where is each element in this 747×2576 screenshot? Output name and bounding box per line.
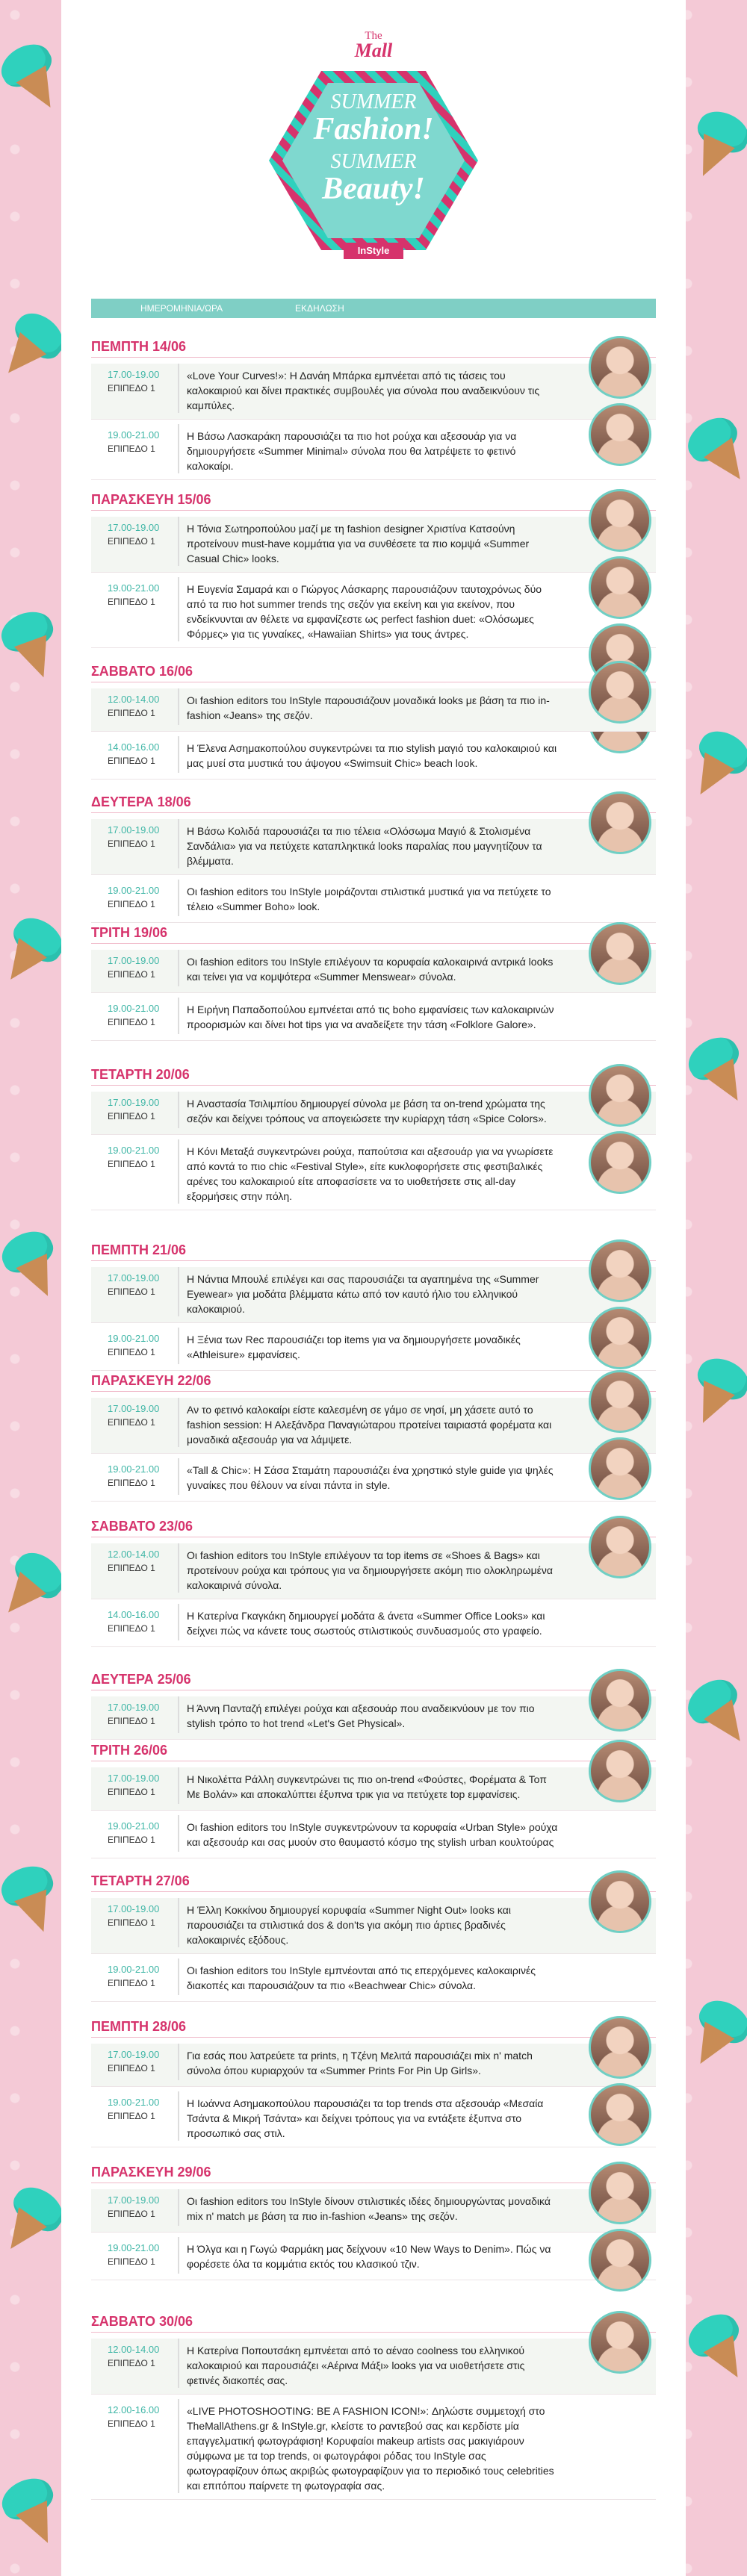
entry-time: 17.00-19.00: [108, 522, 160, 533]
presenter-photos: [589, 1239, 656, 1374]
day-section: [91, 1370, 656, 1506]
entry-description: Η Άννη Πανταζή επιλέγει ρούχα και αξεσουάρ που αναδεικνύουν με τον πιο stylish τρόπο το hot trend «Let's Get Physical».: [178, 1696, 559, 1733]
ice-cream-icon: [679, 1351, 747, 1434]
day-title: ΠΑΡΑΣΚΕΥΗ 15/06: [91, 492, 211, 507]
schedule-entry: [91, 819, 656, 875]
schedule-entry: [91, 1328, 656, 1371]
entry-time-block: [91, 2237, 178, 2274]
logo-mall: Mall: [354, 40, 393, 61]
entry-time-block: [91, 2091, 178, 2141]
presenter-avatar: [589, 1669, 651, 1732]
schedule-entry: [91, 2339, 656, 2395]
entry-level: ΕΠΙΠΕΔΟ 1: [108, 383, 155, 393]
presenter-avatar: [589, 1064, 651, 1127]
presenter-avatar: [589, 661, 651, 724]
presenter-avatar: [589, 1516, 651, 1578]
schedule-entry: [91, 950, 656, 993]
schedule-entry: [91, 998, 656, 1041]
presenter-avatar: [589, 489, 651, 552]
schedule-entry: [91, 424, 656, 480]
divider: [91, 1891, 656, 1892]
entry-description: Οι fashion editors του InStyle επιλέγουν τα κορυφαία καλοκαιρινά αντρικά looks και τείνει για να κομψότερα «Summer Menswear» σύνολα.: [178, 950, 559, 986]
presenter-photos: [589, 1669, 656, 1736]
entry-time-block: [91, 1139, 178, 1204]
day-section: [91, 1064, 656, 1215]
presenter-photos: [589, 1064, 656, 1198]
entry-description: Οι fashion editors του InStyle μοιράζονται στιλιστικά μυστικά για να πετύχετε το τέλειο «Summer Boho» look.: [178, 880, 559, 916]
day-title: ΠΑΡΑΣΚΕΥΗ 22/06: [91, 1373, 211, 1388]
entry-level: ΕΠΙΠΕΔΟ 1: [108, 2418, 155, 2429]
entry-time-block: [91, 1458, 178, 1495]
schedule-entry: [91, 1696, 656, 1740]
presenter-photos: [589, 1740, 656, 1807]
ice-cream-icon: [0, 2179, 70, 2264]
schedule-entry: [91, 2399, 656, 2500]
entry-level: ΕΠΙΠΕΔΟ 1: [108, 969, 155, 980]
ice-cream-icon: [681, 1030, 747, 1114]
divider: [91, 943, 656, 944]
entry-description: Η Έλλη Κοκκίνου δημιουργεί κορυφαία «Summer Night Out» looks και παρουσιάζει τα στιλιστικά dos & don'ts για ακόμη πιο άρτιες βραδινές καλοκαιρινές εξόδους.: [178, 1898, 559, 1947]
entry-description: Οι fashion editors του InStyle επιλέγουν τα top items σε «Shoes & Bags» και προτείνουν ρούχα και τρόπους για να δημιουργήσετε ακόμη πιο ολοκληρωμένα καλοκαιρινά σύνολα.: [178, 1543, 559, 1593]
day-section: [91, 1669, 656, 1744]
entry-time-block: [91, 1898, 178, 1947]
entry-time-block: [91, 1328, 178, 1364]
entry-time: 19.00-21.00: [108, 1463, 160, 1475]
schedule-entry: [91, 2044, 656, 2087]
ice-cream-icon: [678, 724, 747, 808]
entry-level: ΕΠΙΠΕΔΟ 1: [108, 1478, 155, 1488]
entry-level: ΕΠΙΠΕΔΟ 1: [108, 2358, 155, 2368]
entry-time-block: [91, 1696, 178, 1733]
day-section: [91, 336, 656, 485]
entry-time-block: [91, 736, 178, 773]
header: [61, 0, 686, 284]
entry-time: 19.00-21.00: [108, 1145, 160, 1156]
presenter-avatar: [589, 1239, 651, 1302]
entry-time: 17.00-19.00: [108, 1272, 160, 1284]
badge-line-1: SUMMER: [330, 90, 417, 113]
day-title: ΣΑΒΒΑΤΟ 23/06: [91, 1519, 193, 1534]
summer-badge: [269, 71, 478, 250]
divider: [91, 510, 656, 511]
entry-time: 12.00-14.00: [108, 694, 160, 705]
entry-time: 19.00-21.00: [108, 429, 160, 441]
instyle-logo: InStyle: [344, 243, 403, 259]
presenter-photos: [589, 2311, 656, 2378]
entry-level: ΕΠΙΠΕΔΟ 1: [108, 597, 155, 607]
entry-time-block: [91, 1604, 178, 1640]
entry-level: ΕΠΙΠΕΔΟ 1: [108, 1563, 155, 1573]
entry-time: 12.00-14.00: [108, 2344, 160, 2355]
schedule-entry: [91, 1267, 656, 1323]
schedule-entry: [91, 1604, 656, 1647]
entry-time-block: [91, 1543, 178, 1593]
entry-level: ΕΠΙΠΕΔΟ 1: [108, 1978, 155, 1988]
entry-time: 19.00-21.00: [108, 2242, 160, 2253]
entry-time-block: [91, 950, 178, 986]
presenter-photos: [589, 336, 656, 470]
entry-level: ΕΠΙΠΕΔΟ 1: [108, 708, 155, 718]
entry-description: Η Κόνι Μεταξά συγκεντρώνει ρούχα, παπούτσια και αξεσουάρ για να γνωρίσετε από κοντά το πιο chic «Festival Style», είτε κυκλοφορήσετε στις φεστιβαλικές αρένες του καλοκαιριού είτε αποφασίσετε να το υιοθετήσετε στις all-day εξορμήσεις στην πόλη.: [178, 1139, 559, 1204]
entry-level: ΕΠΙΠΕΔΟ 1: [108, 2256, 155, 2267]
divider: [91, 2037, 656, 2038]
schedule-entry: [91, 880, 656, 923]
entry-level: ΕΠΙΠΕΔΟ 1: [108, 1347, 155, 1357]
entry-description: Η Νικολέττα Ράλλη συγκεντρώνει τις πιο on-trend «Φούστες, Φορέματα & Τοπ Με Βολάν» και αποκαλύπτει έξυπνα τρικ για να πετύχετε top εμφανίσεις.: [178, 1767, 559, 1804]
entry-time-block: [91, 1815, 178, 1852]
presenter-photos: [589, 1516, 656, 1583]
day-title: ΣΑΒΒΑΤΟ 30/06: [91, 2314, 193, 2329]
entry-level: ΕΠΙΠΕΔΟ 1: [108, 1159, 155, 1169]
entry-description: Η Ειρήνη Παπαδοπούλου εμπνέεται από τις boho εμφανίσεις των καλοκαιρινών προορισμών και δίνει hot tips για να αναδείξετε την τάση «Folklore Galore».: [178, 998, 559, 1034]
entry-time: 17.00-19.00: [108, 2049, 160, 2060]
schedule-entry: [91, 517, 656, 573]
presenter-avatar: [589, 403, 651, 466]
schedule-entry: [91, 364, 656, 420]
entry-time: 17.00-19.00: [108, 2194, 160, 2206]
presenter-photos: [589, 922, 656, 989]
entry-description: Η Βάσω Κολιδά παρουσιάζει τα πιο τέλεια «Ολόσωμα Μαγιό & Στολισμένα Σανδάλια» για να πετύχετε καταπληκτικά looks παραλίας που μαγνητίζουν τα βλέμματα.: [178, 819, 559, 868]
entry-time: 19.00-21.00: [108, 1964, 160, 1975]
presenter-avatar: [589, 2311, 651, 2374]
presenter-avatar: [589, 1740, 651, 1802]
presenter-photos: [589, 1370, 656, 1505]
presenter-avatar: [589, 2162, 651, 2224]
day-section: [91, 1870, 656, 2006]
entry-level: ΕΠΙΠΕΔΟ 1: [108, 1417, 155, 1428]
entry-time: 19.00-21.00: [108, 1820, 160, 1832]
day-title: ΔΕΥΤΕΡΑ 25/06: [91, 1672, 191, 1687]
divider: [91, 1085, 656, 1086]
entry-level: ΕΠΙΠΕΔΟ 1: [108, 536, 155, 547]
entry-level: ΕΠΙΠΕΔΟ 1: [108, 839, 155, 849]
entry-time: 19.00-21.00: [108, 1003, 160, 1014]
entry-level: ΕΠΙΠΕΔΟ 1: [108, 1917, 155, 1928]
entry-description: Η Ιωάννα Ασημακοπούλου παρουσιάζει τα top trends στα αξεσουάρ «Μεσαία Τσάντα & Μικρή Τσάντα» και δείχνει τρόπους για να εντάξετε έξυπνα στο προσωπικό σας στιλ.: [178, 2091, 559, 2141]
entry-time-block: [91, 2339, 178, 2388]
day-title: ΠΕΜΠΤΗ 21/06: [91, 1242, 187, 1257]
entry-time-block: [91, 1959, 178, 1995]
entry-level: ΕΠΙΠΕΔΟ 1: [108, 1787, 155, 1797]
day-section: [91, 489, 656, 653]
divider: [91, 357, 656, 358]
schedule-card: [61, 0, 686, 2576]
ice-cream-icon: [0, 606, 68, 687]
schedule-entry: [91, 1139, 656, 1210]
presenter-photos: [589, 1870, 656, 1938]
entry-time-block: [91, 577, 178, 641]
column-header: [91, 299, 656, 318]
entry-description: «LIVE PHOTOSHOOTING: BE A FASHION ICON!»: Δηλώστε συμμετοχή στο TheMallAthens.gr & InStyle.gr, κλείστε το ραντεβού σας και κερδίστε μία επαγγελματική φωτογράφιση! Κορυφαίοι makeup artists σας μακιγιάρουν σύμφωνα με τα top trends, οι φωτογράφοι ρόδας του InStyle σας φωτογραφίζουν όπως ακριβώς φωτογραφίζουν για το περιοδικό τους celebrities και επιτόπου παίρνετε τη φωτογραφία σας.: [178, 2399, 559, 2493]
entry-time: 12.00-16.00: [108, 2404, 160, 2415]
entry-description: Για εσάς που λατρεύετε τα prints, η Τζένη Μελιτά παρουσιάζει mix n' match σύνολα όπου κυριαρχούν τα «Summer Prints For Pin Up Girls».: [178, 2044, 559, 2080]
entry-time: 17.00-19.00: [108, 1773, 160, 1784]
badge-line-2: Fashion!: [313, 112, 434, 146]
presenter-avatar: [589, 336, 651, 399]
schedule-entry: [91, 1767, 656, 1811]
entry-time-block: [91, 2189, 178, 2226]
logo-the: The: [365, 30, 382, 42]
entry-description: Η Αναστασία Τσιλιμπίου δημιουργεί σύνολα με βάση τα on-trend χρώματα της σεζόν και δείχνει τρόπους να απογειώσετε την κυρίαρχη τάση «Spice Colors».: [178, 1092, 559, 1128]
entry-time: 17.00-19.00: [108, 1702, 160, 1713]
presenter-avatar: [589, 922, 651, 985]
entry-time-block: [91, 688, 178, 725]
schedule-entry: [91, 688, 656, 732]
entry-level: ΕΠΙΠΕΔΟ 1: [108, 1111, 155, 1121]
entry-description: Οι fashion editors του InStyle εμπνέονται από τις επερχόμενες καλοκαιρινές διακοπές και παρουσιάζουν τα πιο «Beachwear Chic» σύνολα.: [178, 1959, 559, 1995]
entry-time-block: [91, 880, 178, 916]
day-section: [91, 922, 656, 1045]
schedule-entry: [91, 2189, 656, 2233]
entry-level: ΕΠΙΠΕΔΟ 1: [108, 899, 155, 909]
day-title: ΠΑΡΑΣΚΕΥΗ 29/06: [91, 2165, 211, 2180]
entry-level: ΕΠΙΠΕΔΟ 1: [108, 1287, 155, 1297]
day-section: [91, 2016, 656, 2152]
entry-description: Η Έλενα Ασημακοπούλου συγκεντρώνει τα πιο stylish μαγιό του καλοκαιριού και μας μυεί στα μυστικά του άψογου «Swimsuit Chic» beach look.: [178, 736, 559, 773]
entry-time: 17.00-19.00: [108, 1903, 160, 1914]
entry-time: 19.00-21.00: [108, 2097, 160, 2108]
entry-description: Οι fashion editors του InStyle δίνουν στιλιστικές ιδέες δημιουργώντας μοναδικά mix n' match με βάση τα πιο in-fashion «Jeans» της σεζόν.: [178, 2189, 559, 2226]
day-title: ΠΕΜΠΤΗ 28/06: [91, 2019, 187, 2034]
entry-time: 17.00-19.00: [108, 955, 160, 966]
entry-time-block: [91, 1398, 178, 1447]
day-section: [91, 661, 656, 784]
entry-time: 17.00-19.00: [108, 1403, 160, 1414]
ice-cream-icon: [681, 2306, 747, 2391]
ice-cream-icon: [679, 104, 747, 187]
presenter-photos: [589, 2162, 656, 2296]
entry-level: ΕΠΙΠΕΔΟ 1: [108, 2209, 155, 2219]
day-title: ΠΕΜΠΤΗ 14/06: [91, 339, 187, 354]
entry-time: 17.00-19.00: [108, 369, 160, 380]
day-title: ΣΑΒΒΑΤΟ 16/06: [91, 664, 193, 679]
schedule-entry: [91, 1398, 656, 1454]
presenter-avatar: [589, 556, 651, 619]
entry-level: ΕΠΙΠΕΔΟ 1: [108, 2063, 155, 2073]
entry-time: 19.00-21.00: [108, 885, 160, 896]
schedule-entry: [91, 1543, 656, 1599]
presenter-avatar: [589, 1307, 651, 1369]
schedule-entry: [91, 1898, 656, 1954]
day-section: [91, 1740, 656, 1863]
entry-time-block: [91, 2044, 178, 2080]
ice-cream-icon: [681, 1671, 747, 1756]
badge-line-4: Beauty!: [322, 172, 425, 206]
schedule-entry: [91, 1092, 656, 1135]
entry-description: Οι fashion editors του InStyle παρουσιάζουν μοναδικά looks με βάση τα πιο in-fashion «Jeans» της σεζόν.: [178, 688, 559, 725]
day-title: ΔΕΥΤΕΡΑ 18/06: [91, 794, 191, 809]
entry-level: ΕΠΙΠΕΔΟ 1: [108, 2111, 155, 2121]
entry-level: ΕΠΙΠΕΔΟ 1: [108, 756, 155, 766]
entry-description: Αν το φετινό καλοκαίρι είστε καλεσμένη σε γάμο σε νησί, μη χάσετε αυτό το fashion session: Η Αλεξάνδρα Παναγιώταρου προτείνει ταιριαστά φορέματα και μοναδικά αξεσουάρ για να λάμψετε.: [178, 1398, 559, 1447]
day-section: [91, 2311, 656, 2504]
entry-description: Η Ευγενία Σαμαρά και ο Γιώργος Λάσκαρης παρουσιάζουν ταυτοχρόνως δύο από τα πιο hot summer trends της σεζόν για εκείνη και για εκείνον, που ενδείκνυνται αν θέλετε να εμφανίζεστε ως perfect fashion duet: «Ολόσωμες Φόρμες» για τις γυναίκες, «Hawaiian Shirts» για τους άντρες.: [178, 577, 559, 641]
entry-description: Η Ξένια των Rec παρουσιάζει top items για να δημιουργήσετε μοναδικές «Athleisure» εμφανίσεις.: [178, 1328, 559, 1364]
presenter-avatar: [589, 1131, 651, 1194]
day-title: ΤΡΙΤΗ 26/06: [91, 1743, 168, 1758]
ice-cream-icon: [678, 1993, 747, 2077]
entry-description: Η Βάσω Λασκαράκη παρουσιάζει τα πιο hot ρούχα και αξεσουάρ για να δημιουργήσετε «Summer Minimal» σύνολα που θα λατρέψετε το φετινό καλοκαίρι.: [178, 424, 559, 473]
entry-time-block: [91, 2399, 178, 2493]
day-section: [91, 1239, 656, 1375]
divider: [91, 812, 656, 813]
divider: [91, 2332, 656, 2333]
entry-time-block: [91, 424, 178, 473]
entry-time: 14.00-16.00: [108, 1609, 160, 1620]
day-title: ΤΕΤΑΡΤΗ 20/06: [91, 1067, 190, 1082]
divider: [91, 1260, 656, 1261]
entry-time: 19.00-21.00: [108, 582, 160, 594]
entry-description: Η Νάντια Μπουλέ επιλέγει και σας παρουσιάζει τα αγαπημένα της «Summer Eyewear» για μοδάτα βλέμματα κάτω από τον καυτό ήλιο του ελληνικού καλοκαιριού.: [178, 1267, 559, 1316]
ice-cream-icon: [0, 1860, 68, 1941]
presenter-avatar: [589, 2016, 651, 2079]
schedule-entry: [91, 2237, 656, 2280]
presenter-photos: [589, 661, 656, 728]
divider: [91, 1391, 656, 1392]
presenter-avatar: [589, 2083, 651, 2146]
day-title: ΤΕΤΑΡΤΗ 27/06: [91, 1873, 190, 1888]
entry-time: 12.00-14.00: [108, 1549, 160, 1560]
day-section: [91, 2162, 656, 2285]
ice-cream-icon: [0, 909, 70, 995]
entry-time-block: [91, 819, 178, 868]
entry-time-block: [91, 1092, 178, 1128]
presenter-avatar: [589, 791, 651, 854]
entry-time-block: [91, 517, 178, 566]
schedule-entry: [91, 2091, 656, 2147]
schedule-entry: [91, 1458, 656, 1502]
entry-time: 19.00-21.00: [108, 1333, 160, 1344]
entry-level: ΕΠΙΠΕΔΟ 1: [108, 1716, 155, 1726]
presenter-avatar: [589, 1437, 651, 1500]
entry-description: «Love Your Curves!»: Η Δανάη Μπάρκα εμπνέεται από τις τάσεις του καλοκαιριού και δίνει πρακτικές συμβουλές για σύνολα που αναδεικνύουν τις καμπύλες.: [178, 364, 559, 413]
entry-time: 14.00-16.00: [108, 741, 160, 753]
entry-time: 17.00-19.00: [108, 824, 160, 836]
badge-text: [291, 90, 456, 204]
presenter-avatar: [589, 1370, 651, 1433]
schedule-entry: [91, 1815, 656, 1858]
schedule-entry: [91, 1959, 656, 2002]
day-title: ΤΡΙΤΗ 19/06: [91, 925, 168, 940]
entry-level: ΕΠΙΠΕΔΟ 1: [108, 1017, 155, 1027]
presenter-avatar: [589, 2229, 651, 2292]
entry-description: Η Τόνια Σωτηροπούλου μαζί με τη fashion designer Χριστίνα Κατσούνη προτείνουν must-have κομμάτια για να συνθέσετε τα πιο κομψά «Summer Casual Chic» looks.: [178, 517, 559, 566]
entry-level: ΕΠΙΠΕΔΟ 1: [108, 1623, 155, 1634]
entry-level: ΕΠΙΠΕΔΟ 1: [108, 1835, 155, 1845]
schedule-entry: [91, 736, 656, 780]
presenter-avatar: [589, 1870, 651, 1933]
presenter-photos: [589, 791, 656, 859]
entry-description: Οι fashion editors του InStyle συγκεντρώνουν τα κορυφαία «Urban Style» ρούχα και αξεσουάρ και σας μυούν στο θαυμαστό κόσμο της stylish urban κουλτούρας: [178, 1815, 559, 1852]
the-mall-logo: [336, 30, 411, 59]
day-section: [91, 791, 656, 927]
entry-time-block: [91, 364, 178, 413]
entry-time-block: [91, 1767, 178, 1804]
entry-description: Η Κατερίνα Γκαγκάκη δημιουργεί μοδάτα & άνετα «Summer Office Looks» και δείχνει πώς να κάνετε τους σωστούς στιλιστικούς συνδυασμούς στο γραφείο.: [178, 1604, 559, 1640]
day-section: [91, 1516, 656, 1652]
entry-description: Η Όλγα και η Γωγώ Φαρμάκη μας δείχνουν «10 New Ways to Denim». Πώς να φορέσετε όλα τα κομμάτια εκτός του κλασικού τζιν.: [178, 2237, 559, 2274]
column-event: ΕΚΔΗΛΩΣΗ: [295, 303, 344, 314]
column-date: ΗΜΕΡΟΜΗΝΙΑ/ΩΡΑ: [140, 303, 223, 314]
schedule-entry: [91, 577, 656, 648]
entry-level: ΕΠΙΠΕΔΟ 1: [108, 444, 155, 454]
badge-line-3: SUMMER: [330, 150, 417, 173]
presenter-photos: [589, 2016, 656, 2150]
entry-time-block: [91, 998, 178, 1034]
entry-time: 17.00-19.00: [108, 1097, 160, 1108]
ice-cream-icon: [681, 409, 747, 494]
entry-time-block: [91, 1267, 178, 1316]
entry-description: Η Κατερίνα Ποπουτσάκη εμπνέεται από το αέναο coolness του ελληνικού καλοκαιριού και παρουσιάζει «Αέρινα Μάξι» looks για να υιοθετήσετε στις φετινές διακοπές σας.: [178, 2339, 559, 2388]
entry-description: «Tall & Chic»: Η Σάσα Σταμάτη παρουσιάζει ένα χρηστικό style guide για ψηλές γυναίκες που θέλουν να είναι πάντα in style.: [178, 1458, 559, 1495]
